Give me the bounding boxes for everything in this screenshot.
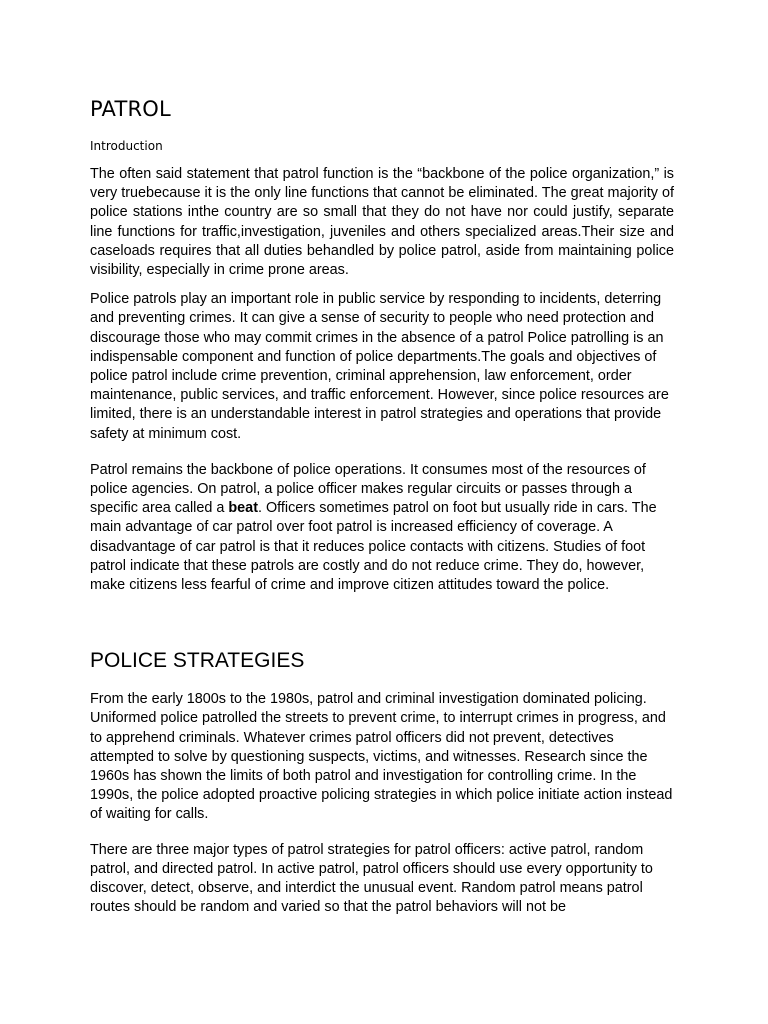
paragraph-text: . Officers sometimes patrol on foot but usually ride in cars. The main advantage of car patrol over foot patrol is increased efficiency of coverage. A disadvantage of car patrol is that it reduces police contacts with citizens. Studies of foot patrol indicate that these patrols are costly and do not reduce crime. They do, however, make citizens less fearful of crime and improve citizen attitudes toward the police. — [90, 500, 657, 594]
introduction-subtitle: Introduction — [90, 139, 163, 153]
paragraph-police-patrols-role: Police patrols play an important role in public service by responding to incidents, deterring and preventing crimes. It can give a sense of security to people who need protection and discourage those who may commit crimes in the absence of a patrol Police patrolling is an indispensable component and function of police departments.The goals and objectives of police patrol include crime prevention, criminal apprehension, law enforcement, order maintenance, public services, and traffic enforcement. However, since police resources are limited, there is an understandable interest in patrol strategies and operations that provide safety at minimum cost. — [90, 291, 669, 442]
document-page — [90, 96, 674, 918]
paragraph-backbone-statement: The often said statement that patrol function is the “backbone of the police organization,” is very truebecause it is the only line functions that cannot be eliminated. The great majority of police stations inthe country are so small that they do not have nor could justify, separate line functions for traffic,investigation, juveniles and others specialized areas.Their size and caseloads requires that all duties behandled by police patrol, aside from maintaining police visibility, especially in crime prone areas. — [90, 166, 674, 279]
bold-term-beat: beat — [228, 500, 258, 517]
section-title-police-strategies: POLICE STRATEGIES — [90, 649, 305, 673]
paragraph-patrol-backbone — [90, 461, 674, 595]
paragraph-history-policing: From the early 1800s to the 1980s, patrol and criminal investigation dominated policing. Uniformed police patrolled the streets to prevent crime, to interrupt crimes in progress, and to apprehend criminals. Whatever crimes patrol officers did not prevent, detectives attempted to solve by questioning suspects, victims, and witnesses. Research since the 1960s has shown the limits of both patrol and investigation for controlling crime. In the 1990s, the police adopted proactive policing strategies in which police initiate action instead of waiting for calls. — [90, 691, 673, 823]
paragraph-patrol-strategy-types: There are three major types of patrol strategies for patrol officers: active patrol, random patrol, and directed patrol. In active patrol, patrol officers should use every opportunity to discover, detect, observe, and interdict the unusual event. Random patrol means patrol routes should be random and varied so that the patrol behaviors will not be — [90, 841, 653, 916]
document-title: PATROL — [90, 97, 171, 121]
paragraph-text: Patrol remains the backbone of police operations. It consumes most of the resources of police agencies. On patrol, a police officer makes regular circuits or passes through a specific area called a — [90, 461, 646, 517]
